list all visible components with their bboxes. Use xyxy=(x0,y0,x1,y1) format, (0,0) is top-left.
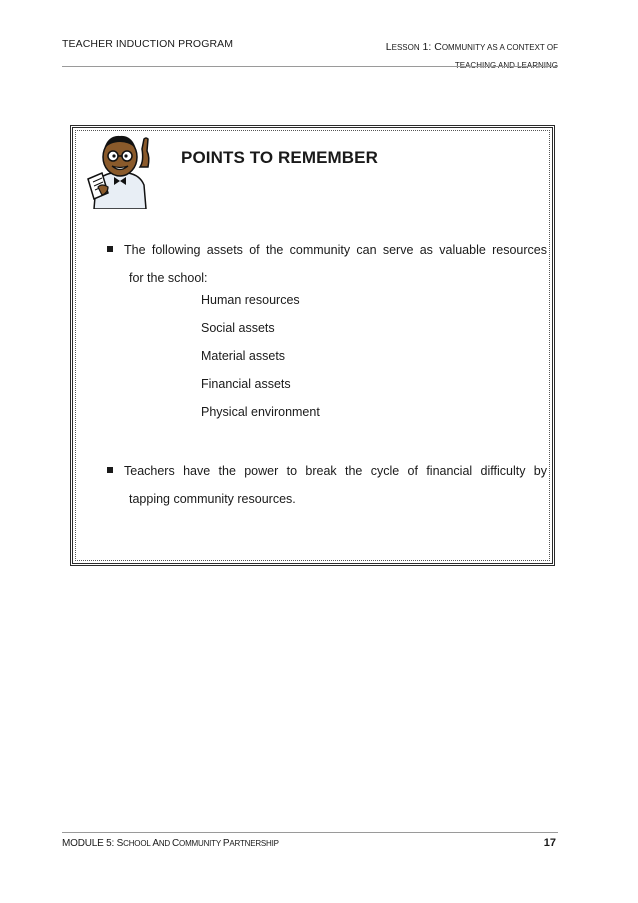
header-lesson-subtitle: TEACHING AND LEARNING xyxy=(454,61,558,70)
list-item: Social assets xyxy=(201,321,275,335)
assets-list xyxy=(201,286,320,426)
header-lesson-title: LESSON 1: COMMUNITY AS A CONTEXT OF TEACHING AND LEARNING xyxy=(338,38,558,75)
list-item: Financial assets xyxy=(201,377,291,391)
bullet-assets-line1: The following assets of the community can serve as valuable resources xyxy=(124,243,547,257)
header-program-title: TEACHER INDUCTION PROGRAM xyxy=(62,38,234,50)
footer-divider xyxy=(62,832,558,833)
points-title: POINTS TO REMEMBER xyxy=(181,148,379,167)
list-item: Human resources xyxy=(201,293,300,307)
header-divider xyxy=(62,66,558,67)
bullet-teachers-line2: tapping community resources. xyxy=(129,492,296,506)
bullet-teachers-line1: Teachers have the power to break the cycle of financial difficulty by xyxy=(124,464,547,478)
page-number: 17 xyxy=(543,837,556,849)
bullet-square-icon xyxy=(107,246,113,252)
bullet-square-icon xyxy=(107,467,113,473)
footer-module-title: MODULE 5: SCHOOL AND COMMUNITY PARTNERSHIP xyxy=(62,838,279,849)
bullet-teachers xyxy=(107,457,547,513)
list-item: Material assets xyxy=(201,349,286,363)
bullet-assets-line2: for the school: xyxy=(129,271,208,285)
list-item: Physical environment xyxy=(201,405,320,419)
teacher-mascot-icon xyxy=(78,127,160,209)
bullet-assets xyxy=(107,236,547,292)
